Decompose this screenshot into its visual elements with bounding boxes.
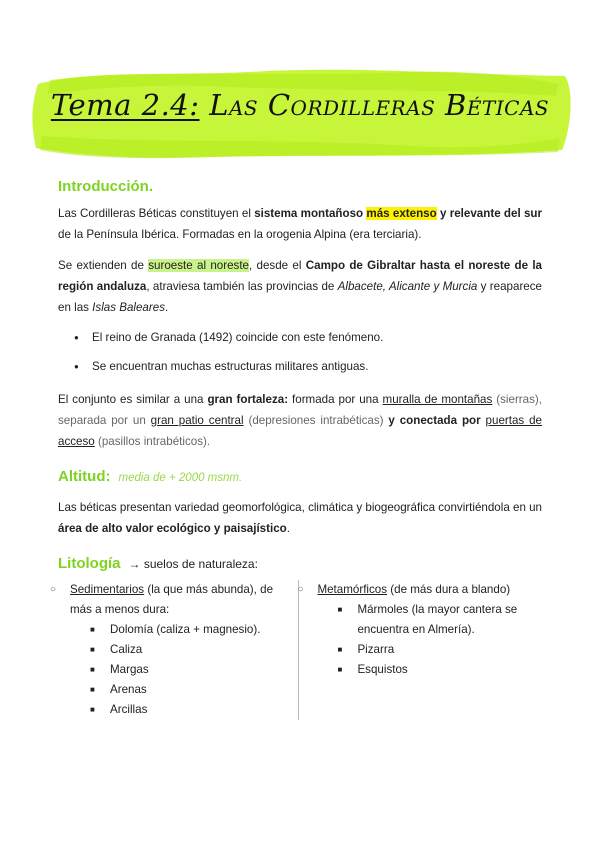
document-body xyxy=(58,178,542,720)
metamorficos-list xyxy=(305,600,536,680)
list-item: ■ Esquistos xyxy=(357,660,536,680)
sedimentarios-column xyxy=(58,580,298,720)
intro-bullet-list xyxy=(58,328,542,377)
list-item: ■ Arcillas xyxy=(110,700,292,720)
intro-heading: Introducción. xyxy=(58,178,153,195)
litologia-heading: Litología → suelos de naturaleza: xyxy=(58,555,258,572)
list-item: ■ Caliza xyxy=(110,640,292,660)
intro-paragraph-3: El conjunto es similar a una gran fortaleza: formada por una muralla de montañas (sierras), separada por un gran patio central (depresiones intrabéticas) y conectada por puertas de acceso (pasillos intrabéticos). xyxy=(58,393,542,448)
altitud-heading: Altitud: media de + 2000 msnm. xyxy=(58,468,243,485)
intro-paragraph-1: Las Cordilleras Béticas constituyen el sistema montañoso más extenso y relevante del sur de la Península Ibérica. Formadas en la orogenia Alpina (era terciaria). xyxy=(58,207,542,241)
litologia-columns xyxy=(58,580,542,720)
metamorficos-column xyxy=(298,580,542,720)
sedimentarios-list xyxy=(58,620,292,720)
intro-paragraph-2: Se extienden de suroeste al noreste, desde el Campo de Gibraltar hasta el noreste de la región andaluza, atraviesa también las provincias de Albacete, Alicante y Murcia y reaparece en las Islas Baleares. xyxy=(58,259,543,314)
list-item: ■ Margas xyxy=(110,660,292,680)
list-item: ● El reino de Granada (1492) coincide con este fenómeno. xyxy=(92,328,542,348)
page-title: Tema 2.4: Las Cordilleras Béticas xyxy=(50,88,550,122)
list-item: ■ Arenas xyxy=(110,680,292,700)
altitud-paragraph: Las béticas presentan variedad geomorfológica, climática y biogeográfica convirtiéndola en un área de alto valor ecológico y paisajístico. xyxy=(58,501,543,535)
list-item: ■ Dolomía (caliza + magnesio). xyxy=(110,620,292,640)
sedimentarios-head: ○ Sedimentarios (la que más abunda), de más a menos dura: xyxy=(58,580,292,620)
list-item: ■ Pizarra xyxy=(357,640,536,660)
list-item: ● Se encuentran muchas estructuras militares antiguas. xyxy=(92,357,542,377)
metamorficos-head: ○ Metamórficos (de más dura a blando) xyxy=(305,580,536,600)
list-item: ■ Mármoles (la mayor cantera se encuentra en Almería). xyxy=(357,600,536,640)
